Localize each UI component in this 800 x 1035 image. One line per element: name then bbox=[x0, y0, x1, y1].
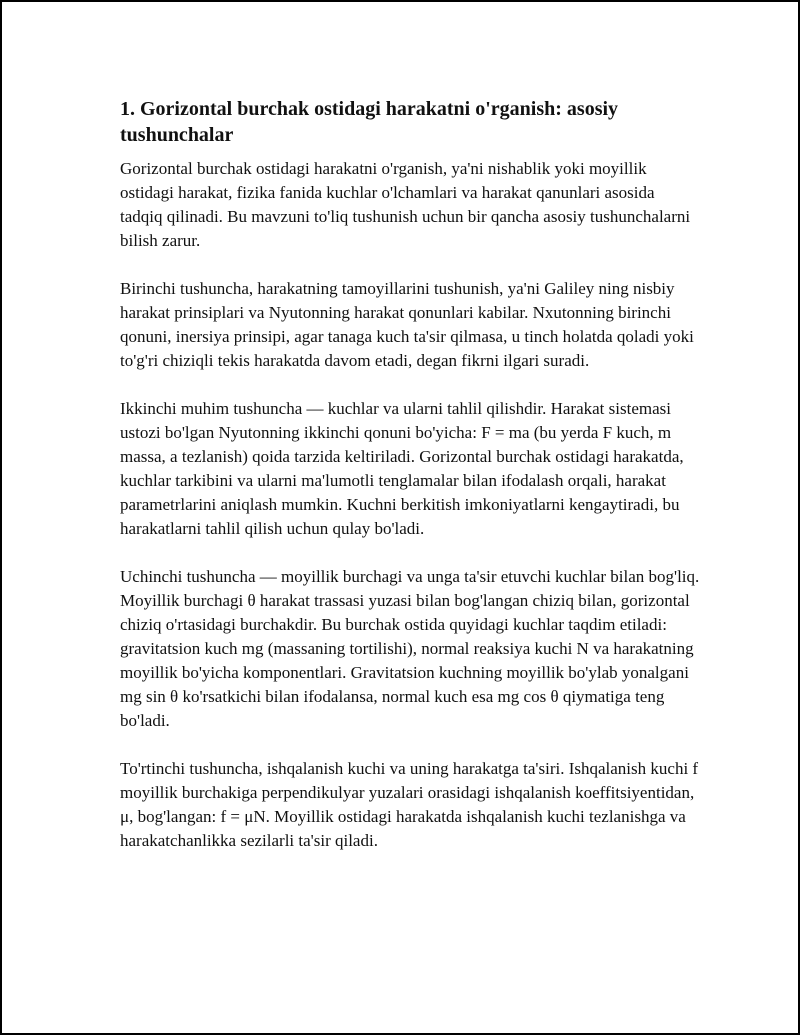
paragraph-second-concept: Ikkinchi muhim tushuncha — kuchlar va ularni tahlil qilishdir. Harakat sistemasi ustozi bo'lgan Nyutonning ikkinchi qonuni bo'yicha: F = ma (bu yerda F kuch, m massa, a tezlanish) qoida tarzida keltiriladi. Gorizontal burchak ostidagi harakatda, kuchlar tarkibini va ularni ma'lumotli tenglamalar bilan ifodalash orqali, harakat parametrlarini aniqlash mumkin. Kuchni berkitish imkoniyatlarni kengaytiradi, bu harakatlarni tahlil qilish uchun qulay bo'ladi. bbox=[120, 399, 684, 538]
section-heading: 1. Gorizontal burchak ostidagi harakatni o'rganish: asosiy tushunchalar bbox=[120, 98, 619, 146]
paragraph-first-concept: Birinchi tushuncha, harakatning tamoyillarini tushunish, ya'ni Galiley ning nisbiy harakat prinsiplari va Nyutonning harakat qonunlari kabilar. Nxutonning birinchi qonuni, inersiya prinsipi, agar tanaga kuch ta'sir qilmasa, u tinch holatda qoladi yoki to'g'ri chiziqli tekis harakatda davom etadi, degan fikrni ilgari suradi. bbox=[120, 279, 694, 370]
paragraph-fourth-concept: To'rtinchi tushuncha, ishqalanish kuchi va uning harakatga ta'siri. Ishqalanish kuchi f moyillik burchakiga perpendikulyar yuzalari orasidagi ishqalanish koeffitsiyentidan, μ, bog'langan: f = μN. Moyillik ostidagi harakatda ishqalanish kuchi tezlanishga va harakatchanlikka sezilarli ta'sir qiladi. bbox=[120, 759, 699, 850]
document-content bbox=[120, 96, 700, 877]
paragraph-intro: Gorizontal burchak ostidagi harakatni o'rganish, ya'ni nishablik yoki moyillik ostidagi harakat, fizika fanida kuchlar o'lchamlari va harakat qanunlari asosida tadqiq qilinadi. Bu mavzuni to'liq tushunish uchun bir qancha asosiy tushunchalarni bilish zarur. bbox=[120, 159, 691, 250]
paragraph-third-concept: Uchinchi tushuncha — moyillik burchagi va unga ta'sir etuvchi kuchlar bilan bog'liq. Moyillik burchagi θ harakat trassasi yuzasi bilan bog'langan chiziq bilan, gorizontal chiziq o'rtasidagi burchakdir. Bu burchak ostida quyidagi kuchlar taqdim etiladi: gravitatsion kuch mg (massaning tortilishi), normal reaksiya kuchi N va harakatning moyillik bo'yicha komponentlari. Gravitatsion kuchning moyillik bo'ylab yonalgani mg sin θ ko'rsatkichi bilan ifodalansa, normal kuch esa mg cos θ qiymatiga teng bo'ladi. bbox=[120, 567, 700, 730]
